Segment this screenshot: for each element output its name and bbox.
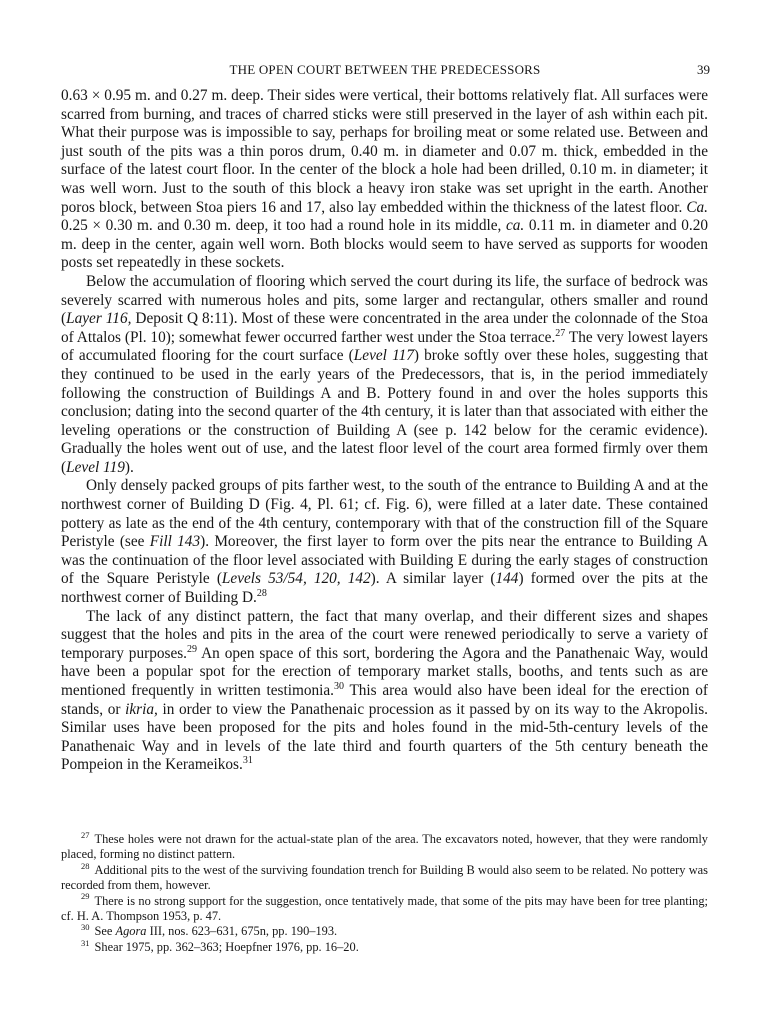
paragraph-2-text: Deposit Q 8:11). Most of these were concentrated in the area under the colonnade of the Stoa of Attalos (Pl. 10); somewhat fewer occurred farther west under the Stoa terrace. (61, 310, 708, 346)
footnote-text: These holes were not drawn for the actual-state plan of the area. The excavators noted, however, that they were randomly placed, forming no distinct pattern. (61, 832, 708, 862)
paragraph-4-text: An open space of this sort, bordering the Agora and the Panathenaic Way, would have been a popular spot for the erection of temporary market stalls, booths, and tents such as are mentioned frequently in written testimonia. (61, 644, 708, 699)
footnote-number: 30 (81, 922, 90, 933)
paragraph-3-text: ) formed over the pits at the northwest corner of Building D. (61, 570, 708, 607)
italic-text: Agora (115, 924, 147, 939)
footnote-number: 27 (81, 829, 90, 840)
footnote-number: 29 (81, 891, 90, 902)
paragraph-2-text: Below the accumulation of flooring which served the court during its life, the surface of bedrock was severely scarred with numerous holes and pits, some larger and rectangular, others smaller and round ( (61, 272, 708, 328)
page-header (60, 62, 710, 82)
paragraph-2 (61, 273, 708, 478)
footnote-ref-30[interactable]: 30 (334, 680, 345, 692)
footnote-29 (61, 891, 708, 924)
footnote-text: There is no strong support for the suggestion, once tentatively made, that some of the pits may have been for tree planting; cf. H. A. Thompson 1953, p. 47. (61, 893, 708, 923)
paragraph-4-text: This area would also have been ideal for the erection of stands, or (61, 682, 708, 718)
footnote-text: Shear 1975, pp. 362–363; Hoepfner 1976, pp. 16–20. (94, 939, 359, 954)
italic-text: Levels 53/54, 120, 142 (221, 570, 371, 588)
footnote-ref-28[interactable]: 28 (256, 587, 267, 599)
italic-text: Level 117 (353, 347, 414, 365)
italic-text: Level 119 (66, 458, 125, 476)
footnotes (61, 829, 708, 956)
paragraph-2-text: The very lowest layers of accumulated flooring for the court surface ( (61, 328, 708, 365)
italic-text: 144 (495, 570, 519, 588)
paragraph-3-text: ). A similar layer ( (370, 570, 496, 588)
footnote-ref-27[interactable]: 27 (555, 327, 566, 339)
paragraph-1 (61, 87, 708, 273)
body-text (61, 87, 708, 775)
italic-text: Ca. (686, 198, 708, 216)
paragraph-3 (61, 477, 708, 607)
paragraph-3-text: ). Moreover, the first layer to form over the pits near the entrance to Building A was the continuation of the floor level associated with Building E during the early stages of construction of the Square Peristyle ( (61, 533, 708, 588)
footnote-28 (61, 860, 708, 893)
paragraph-4 (61, 608, 708, 775)
footnote-31 (61, 937, 708, 955)
footnote-number: 28 (81, 860, 90, 871)
footnote-ref-29[interactable]: 29 (187, 643, 198, 655)
paragraph-1-text: 0.25 × 0.30 m. and 0.30 m. deep, it too had a round hole in its middle, (61, 217, 506, 235)
footnote-27 (61, 829, 708, 862)
paragraph-4-text: The lack of any distinct pattern, the fact that many overlap, and their different sizes and shapes suggest that the holes and pits in the area of the court were renewed periodically to serve a variety of temporary purposes. (61, 607, 708, 662)
italic-text: ca. (505, 217, 525, 235)
page-number: 39 (697, 62, 710, 77)
paragraph-1-text: 0.11 m. in diameter and 0.20 m. deep in the center, again well worn. Both blocks would seem to have served as supports for wooden posts set repeatedly in these sockets. (61, 217, 708, 272)
running-title: THE OPEN COURT BETWEEN THE PREDECESSORS (229, 62, 541, 77)
paragraph-4-text: in order to view the Panathenaic procession as it passed by on its way to the Akropolis. Similar uses have been proposed for the pits and holes found in the mid-5th-century levels of the Panathenaic Way and in levels of the late third and fourth quarters of the 5th century beneath the Pompeion in the Kerameikos. (61, 700, 708, 774)
paragraph-3-text: Only densely packed groups of pits farther west, to the south of the entrance to Building A and at the northwest corner of Building D (Fig. 4, Pl. 61; cf. Fig. 6), were filled at a later date. These contained pottery as late as the end of the 4th century, contemporary with that of the construction fill of the Square Peristyle (see (61, 477, 708, 551)
paragraph-2-text: ). (124, 458, 134, 476)
footnote-ref-31[interactable]: 31 (242, 755, 253, 767)
footnote-number: 31 (81, 937, 90, 948)
footnote-text: III, nos. 623–631, 675n, pp. 190–193. (146, 924, 338, 939)
paragraph-1-text: 0.63 × 0.95 m. and 0.27 m. deep. Their sides were vertical, their bottoms relatively flat. All surfaces were scarred from burning, and traces of charred sticks were still preserved in the layer of ash within each pit. What their purpose was is impossible to say, perhaps for broiling meat or some related use. Between and just south of the pits was a thin poros drum, 0.40 m. in diameter and 0.07 m. thick, embedded in the surface of the latest court floor. In the center of the block a hole had been drilled, 0.10 m. in diameter; it was well worn. Just to the south of this block a heavy iron stake was set upright in the earth. Another poros block, between Stoa piers 16 and 17, also lay embedded within the thickness of the latest floor. (61, 87, 708, 216)
footnote-text: Additional pits to the west of the surviving foundation trench for Building B would also seem to be related. No pottery was recorded from them, however. (61, 862, 708, 892)
paragraph-2-text: ) broke softly over these holes, suggesting that they continued to be used in the early years of the Predecessors, that is, in the period immediately following the construction of Buildings A and B. Pottery found in and over the holes supports this conclusion; dating into the second quarter of the 4th century, it is later than that associated with either the leveling operations or the construction of Building A (see p. 142 below for the ceramic evidence). Gradually the holes went out of use, and the latest floor level of the court area formed firmly over them ( (61, 347, 708, 476)
footnote-text: See (94, 924, 116, 939)
footnote-30 (61, 924, 708, 939)
italic-text: Fill 143 (149, 533, 201, 551)
italic-text: Layer 116, (66, 310, 132, 328)
italic-text: ikria, (125, 700, 158, 718)
